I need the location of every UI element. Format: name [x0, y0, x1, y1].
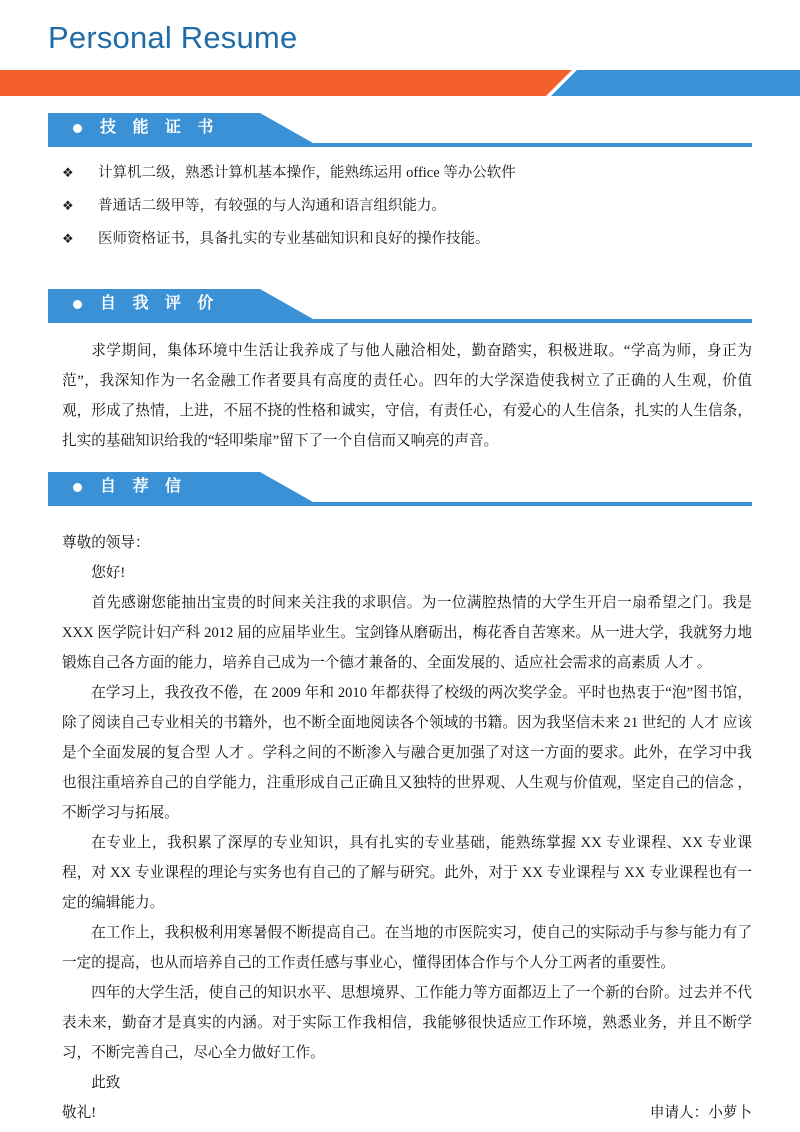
banner-blue-stripe [551, 70, 800, 96]
self-evaluation-body [62, 336, 752, 456]
diamond-bullet-icon: ❖ [62, 231, 74, 246]
diamond-bullet-icon: ❖ [62, 165, 74, 180]
paragraph: 四年的大学生活，使自己的知识水平、思想境界、工作能力等方面都迈上了一个新的台阶。过去并不代表未来，勤奋才是真实的内涵。对于实际工作我相信，我能够很快适应工作环境，熟悉业务，并且不断学习，不断完善自己，尽心全力做好工作。 [62, 985, 752, 1061]
paragraph: 在学习上，我孜孜不倦，在 2009 年和 2010 年都获得了校级的两次奖学金。平时也热衷于“泡”图书馆，除了阅读自己专业相关的书籍外，也不断全面地阅读各个领域的书籍。因为我坚信未来 21 世纪的 人才 应该是个全面发展的复合型 人才 。学科之间的不断渗入与融合更加强了对这一方面的要求。此外，在学习中我也很注重培养自己的自学能力，注重形成自己正确且又独特的世界观、人生观与价值观，坚定自己的信念 ，不断学习与拓展。 [62, 685, 752, 821]
bullet-dot-icon [73, 124, 82, 133]
section-header-cover-letter [48, 472, 752, 506]
paragraph: 在专业上，我积累了深厚的专业知识，具有扎实的专业基础，能熟练掌握 XX 专业课程、XX 专业课程，对 XX 专业课程的理论与实务也有自己的了解与研究。此外，对于 XX 专业课程与 XX 专业课程也有一定的编辑能力。 [62, 835, 752, 911]
section-header-self-evaluation [48, 289, 752, 323]
paragraph: 求学期间，集体环境中生活让我养成了与他人融洽相处，勤奋踏实，积极进取。“学高为师，身正为范”，我深知作为一名金融工作者要具有高度的责任心。四年的大学深造使我树立了正确的人生观，价值观，形成了热情，上进，不屈不挠的性格和诚实，守信，有责任心，有爱心的人生信条，扎实的人生信条，扎实的基础知识给我的“轻叩柴扉”留下了一个自信而又响亮的声音。 [62, 343, 752, 449]
section-header-underline [48, 502, 752, 506]
header-banner [0, 70, 800, 96]
page-title: Personal Resume [48, 20, 298, 55]
letter-closing-line-2: 敬礼! [62, 1105, 97, 1121]
bullet-dot-icon [73, 483, 82, 492]
skills-list [62, 163, 752, 262]
section-title-cover-letter: 自 荐 信 [100, 478, 187, 495]
list-item [62, 163, 752, 183]
letter-closing-row [62, 1098, 752, 1128]
section-header-underline [48, 143, 752, 147]
list-item-text: 医师资格证书，具备扎实的专业基础知识和良好的操作技能。 [98, 231, 490, 247]
list-item-text: 普通话二级甲等，有较强的与人沟通和语言组织能力。 [98, 198, 446, 214]
letter-closing-line-1: 此致 [91, 1075, 121, 1091]
section-header-underline [48, 319, 752, 323]
list-item [62, 229, 752, 249]
letter-signature: 申请人：小萝卜 [649, 1105, 752, 1121]
list-item-text: 计算机二级，熟悉计算机基本操作，能熟练运用 office 等办公软件 [98, 165, 516, 181]
letter-greeting: 您好! [91, 565, 126, 581]
banner-orange-stripe [0, 70, 572, 96]
letter-salutation: 尊敬的领导： [62, 535, 150, 551]
cover-letter-body [62, 528, 752, 1128]
bullet-dot-icon [73, 300, 82, 309]
paragraph: 首先感谢您能抽出宝贵的时间来关注我的求职信。为一位满腔热情的大学生开启一扇希望之门。我是 XXX 医学院计妇产科 2012 届的应届毕业生。宝剑锋从磨砺出，梅花香自苦寒来。从一进大学，我就努力地锻炼自己各方面的能力，培养自己成为一个德才兼备的、全面发展的、适应社会需求的高素质 人才 。 [62, 595, 752, 671]
section-title-skills: 技 能 证 书 [100, 119, 220, 136]
section-title-self-evaluation: 自 我 评 价 [100, 295, 220, 312]
section-header-skills [48, 113, 752, 147]
list-item [62, 196, 752, 216]
paragraph: 在工作上，我积极利用寒暑假不断提高自己。在当地的市医院实习，使自己的实际动手与参与能力有了一定的提高，也从而培养自己的工作责任感与事业心，懂得团体合作与个人分工两者的重要性。 [62, 925, 752, 971]
diamond-bullet-icon: ❖ [62, 198, 74, 213]
